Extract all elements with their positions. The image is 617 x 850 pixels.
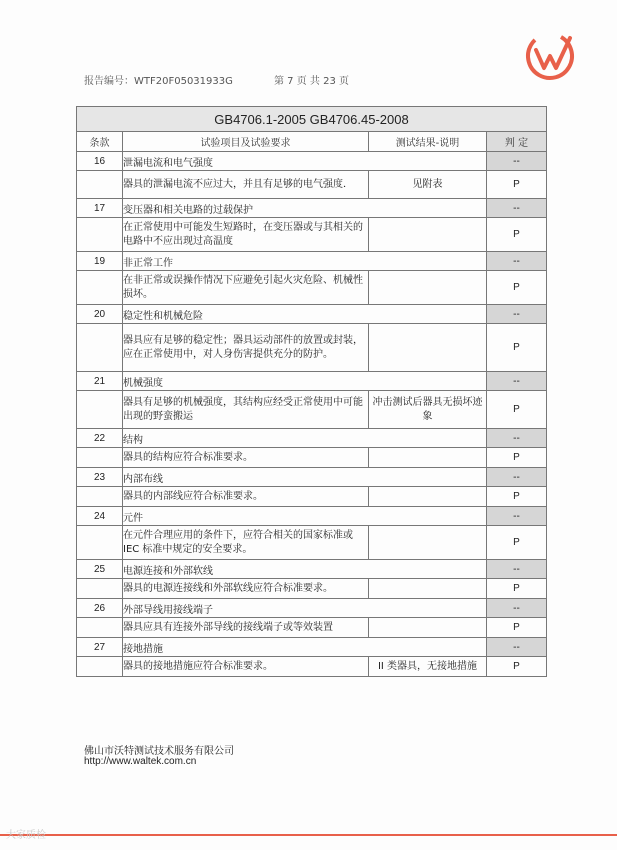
requirement-text: 器具的泄漏电流不应过大，并且有足够的电气强度．: [123, 171, 369, 199]
verdict: P: [487, 448, 547, 468]
verdict-placeholder: --: [487, 468, 547, 487]
clause-number: 23: [77, 468, 123, 487]
clause-spacer: [77, 171, 123, 199]
clause-number: 20: [77, 305, 123, 324]
clause-number: 17: [77, 199, 123, 218]
watermark: 大家质检: [6, 830, 46, 841]
clause-number: 16: [77, 152, 123, 171]
company-website[interactable]: http://www.waltek.com.cn: [84, 756, 197, 767]
clause-requirement-row: [77, 324, 547, 372]
clause-title-row: [77, 638, 547, 657]
requirement-text: 器具应有足够的稳定性；器具运动部件的放置或封装，应在正常使用中，对人身伤害提供充分的防护。: [123, 324, 369, 372]
clause-requirement-row: [77, 526, 547, 560]
clause-number: 26: [77, 599, 123, 618]
test-results-table: [76, 106, 547, 677]
clause-title-row: [77, 199, 547, 218]
verdict-placeholder: --: [487, 252, 547, 271]
clause-title: 变压器和相关电路的过载保护: [123, 199, 487, 218]
requirement-text: 器具的结构应符合标准要求。: [123, 448, 369, 468]
clause-title-row: [77, 429, 547, 448]
clause-title: 电源连接和外部软线: [123, 560, 487, 579]
clause-title: 结构: [123, 429, 487, 448]
clause-spacer: [77, 579, 123, 599]
result-text: [369, 526, 487, 560]
verdict: P: [487, 324, 547, 372]
requirement-text: 器具的电源连接线和外部软线应符合标准要求。: [123, 579, 369, 599]
clause-requirement-row: [77, 657, 547, 677]
report-number: 报告编号：WTF20F05031933G: [84, 76, 233, 87]
clause-title-row: [77, 468, 547, 487]
verdict: P: [487, 171, 547, 199]
clause-title-row: [77, 507, 547, 526]
verdict-placeholder: --: [487, 199, 547, 218]
clause-title: 稳定性和机械危险: [123, 305, 487, 324]
clause-title: 泄漏电流和电气强度: [123, 152, 487, 171]
result-text: [369, 218, 487, 252]
col-header-item: 试验项目及试验要求: [123, 132, 369, 152]
clause-spacer: [77, 618, 123, 638]
clause-number: 24: [77, 507, 123, 526]
verdict-placeholder: --: [487, 429, 547, 448]
clause-title-row: [77, 560, 547, 579]
verdict: P: [487, 526, 547, 560]
clause-spacer: [77, 271, 123, 305]
clause-title: 接地措施: [123, 638, 487, 657]
verdict-placeholder: --: [487, 152, 547, 171]
requirement-text: 器具有足够的机械强度，其结构应经受正常使用中可能出现的野蛮搬运: [123, 391, 369, 429]
clause-requirement-row: [77, 487, 547, 507]
clause-requirement-row: [77, 448, 547, 468]
col-header-clause: 条款: [77, 132, 123, 152]
clause-title: 外部导线用接线端子: [123, 599, 487, 618]
clause-spacer: [77, 657, 123, 677]
requirement-text: 在元件合理应用的条件下，应符合相关的国家标准或 IEC 标准中规定的安全要求。: [123, 526, 369, 560]
result-text: [369, 487, 487, 507]
clause-title-row: [77, 152, 547, 171]
clause-title-row: [77, 599, 547, 618]
verdict: P: [487, 391, 547, 429]
verdict-placeholder: --: [487, 599, 547, 618]
clause-spacer: [77, 324, 123, 372]
verdict: P: [487, 218, 547, 252]
result-text: [369, 579, 487, 599]
requirement-text: 器具应具有连接外部导线的接线端子或等效装置: [123, 618, 369, 638]
result-text: [369, 271, 487, 305]
result-text: [369, 618, 487, 638]
clause-title: 内部布线: [123, 468, 487, 487]
verdict: P: [487, 579, 547, 599]
clause-requirement-row: [77, 618, 547, 638]
result-text: II 类器具，无接地措施: [369, 657, 487, 677]
clause-number: 27: [77, 638, 123, 657]
footer-rule: [0, 834, 617, 836]
verdict-placeholder: --: [487, 305, 547, 324]
clause-requirement-row: [77, 271, 547, 305]
clause-spacer: [77, 391, 123, 429]
requirement-text: 器具的内部线应符合标准要求。: [123, 487, 369, 507]
verdict: P: [487, 487, 547, 507]
clause-number: 19: [77, 252, 123, 271]
clause-spacer: [77, 487, 123, 507]
verdict-placeholder: --: [487, 507, 547, 526]
result-text: [369, 448, 487, 468]
clause-title-row: [77, 372, 547, 391]
clause-requirement-row: [77, 391, 547, 429]
requirement-text: 器具的接地措施应符合标准要求。: [123, 657, 369, 677]
clause-number: 22: [77, 429, 123, 448]
clause-title-row: [77, 305, 547, 324]
verdict-placeholder: --: [487, 372, 547, 391]
clause-number: 25: [77, 560, 123, 579]
result-text: 冲击测试后器具无损坏迹象: [369, 391, 487, 429]
requirement-text: 在正常使用中可能发生短路时，在变压器或与其相关的电路中不应出现过高温度: [123, 218, 369, 252]
verdict: P: [487, 657, 547, 677]
clause-title-row: [77, 252, 547, 271]
standard-title: GB4706.1-2005 GB4706.45-2008: [77, 107, 547, 132]
page-info: 第 7 页 共 23 页: [274, 76, 349, 87]
clause-spacer: [77, 218, 123, 252]
clause-requirement-row: [77, 171, 547, 199]
clause-title: 机械强度: [123, 372, 487, 391]
waltek-logo: [522, 28, 578, 84]
col-header-result: 测试结果-说明: [369, 132, 487, 152]
col-header-verdict: 判 定: [487, 132, 547, 152]
verdict: P: [487, 271, 547, 305]
company-name: 佛山市沃特测试技术服务有限公司: [84, 746, 234, 757]
clause-title: 非正常工作: [123, 252, 487, 271]
verdict-placeholder: --: [487, 560, 547, 579]
requirement-text: 在非正常或误操作情况下应避免引起火灾危险、机械性损坏。: [123, 271, 369, 305]
result-text: [369, 324, 487, 372]
clause-number: 21: [77, 372, 123, 391]
result-text: 见附表: [369, 171, 487, 199]
clause-title: 元件: [123, 507, 487, 526]
clause-spacer: [77, 526, 123, 560]
clause-requirement-row: [77, 579, 547, 599]
clause-spacer: [77, 448, 123, 468]
clause-requirement-row: [77, 218, 547, 252]
verdict: P: [487, 618, 547, 638]
verdict-placeholder: --: [487, 638, 547, 657]
